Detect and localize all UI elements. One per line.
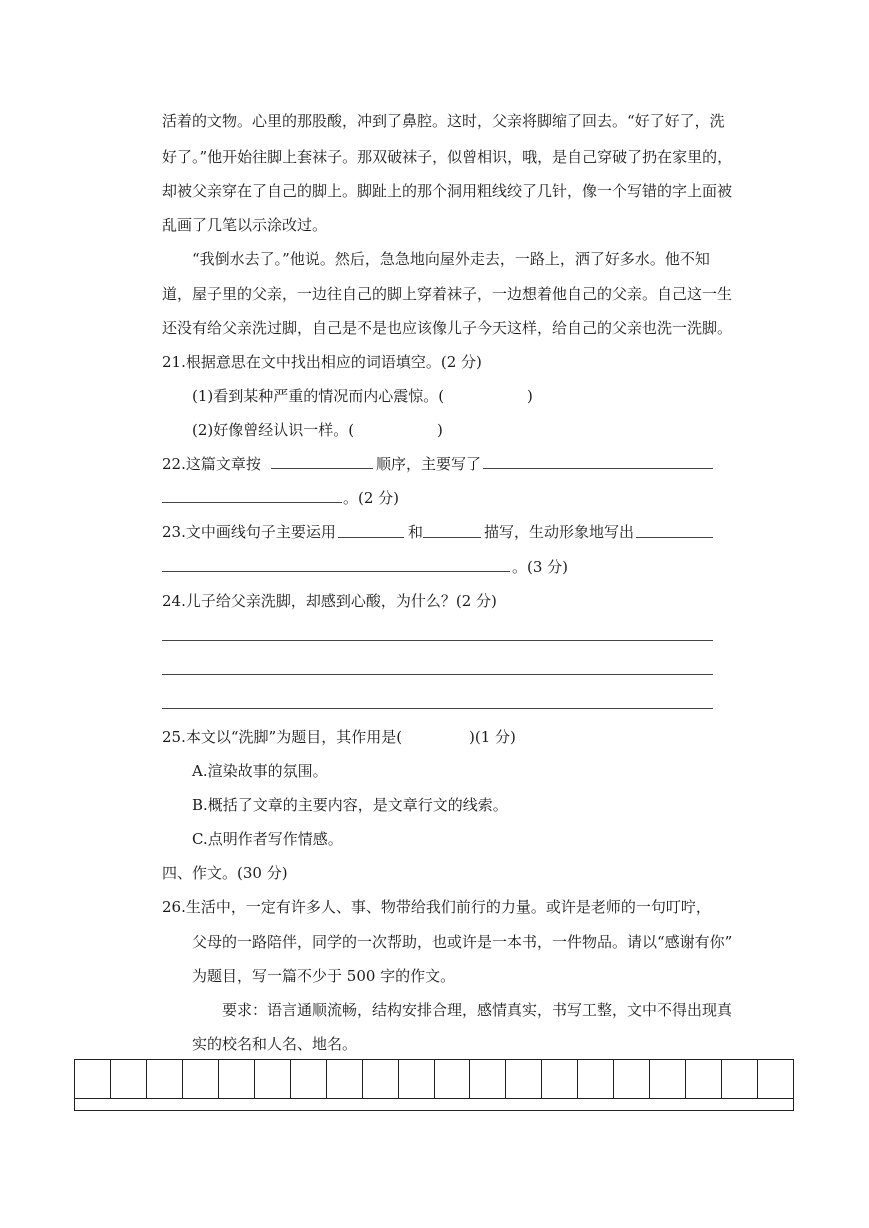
grid-cell[interactable] (758, 1060, 793, 1098)
q26-line-1: 26.生活中，一定有许多人、事、物带给我们前行的力量。或许是老师的一句叮咛， (162, 898, 711, 916)
q25-stem: 25.本文以“洗脚”为题目，其作用是( (162, 728, 403, 746)
q22-blank-2[interactable] (483, 468, 713, 469)
grid-cell[interactable] (435, 1060, 471, 1098)
grid-cell[interactable] (506, 1060, 542, 1098)
q22-part2: 顺序，主要写了 (376, 455, 482, 473)
q23-blank-3[interactable] (636, 537, 713, 538)
grid-cell[interactable] (75, 1060, 111, 1098)
q25-option-b: B.概括了文章的主要内容，是文章行文的线索。 (192, 796, 508, 814)
grid-cell[interactable] (363, 1060, 399, 1098)
q21-item1: (1)看到某种严重的情况而内心震惊。( (192, 387, 445, 405)
grid-cell[interactable] (399, 1060, 435, 1098)
q24-answer-line-3[interactable] (162, 708, 713, 709)
grid-cell[interactable] (650, 1060, 686, 1098)
q23-blank-1[interactable] (338, 537, 404, 538)
grid-cell[interactable] (111, 1060, 147, 1098)
q25-stem-close: )(1 分) (469, 728, 516, 746)
q25-option-a: A.渲染故事的氛围。 (192, 762, 328, 780)
composition-grid-row (75, 1060, 793, 1099)
grid-cell[interactable] (578, 1060, 614, 1098)
grid-cell[interactable] (542, 1060, 578, 1098)
q21-item2: (2)好像曾经认识一样。( (192, 421, 355, 439)
grid-cell[interactable] (722, 1060, 758, 1098)
q23-part2: 和 (408, 523, 424, 541)
grid-cell[interactable] (470, 1060, 506, 1098)
grid-cell[interactable] (686, 1060, 722, 1098)
q25-option-c: C.点明作者写作情感。 (192, 830, 343, 848)
q26-requirement-line-1: 要求：语言通顺流畅，结构安排合理，感情真实，书写工整，文中不得出现真 (222, 1001, 733, 1019)
passage-line-5: “我倒水去了。”他说。然后，急急地向屋外走去，一路上，洒了好多水。他不知 (192, 250, 710, 268)
q24-stem: 24.儿子给父亲洗脚，却感到心酸，为什么？(2 分) (162, 592, 497, 610)
grid-cell[interactable] (255, 1060, 291, 1098)
q22-blank-3[interactable] (162, 502, 342, 503)
passage-line-2: 好了。”他开始往脚上套袜子。那双破袜子，似曾相识，哦，是自己穿破了扔在家里的， (162, 148, 733, 166)
passage-line-3: 却被父亲穿在了自己的脚上。脚趾上的那个洞用粗线绞了几针，像一个写错的字上面被 (162, 182, 733, 200)
grid-cell[interactable] (219, 1060, 255, 1098)
q22-tail: 。(2 分) (343, 489, 400, 507)
q23-tail: 。(3 分) (512, 558, 569, 576)
grid-cell[interactable] (183, 1060, 219, 1098)
q23-part3: 描写，生动形象地写出 (484, 523, 635, 541)
section-heading: 四、作文。(30 分) (162, 864, 288, 882)
q26-line-3: 为题目，写一篇不少于 500 字的作文。 (192, 967, 456, 985)
q22-part1: 22.这篇文章按 (162, 455, 261, 473)
composition-grid[interactable] (74, 1059, 794, 1111)
q23-part1: 23.文中画线句子主要运用 (162, 523, 336, 541)
q23-blank-4[interactable] (162, 571, 510, 572)
passage-line-6: 道，屋子里的父亲，一边往自己的脚上穿着袜子，一边想着他自己的父亲。自己这一生 (162, 285, 733, 303)
passage-line-7: 还没有给父亲洗过脚，自己是不是也应该像儿子今天这样，给自己的父亲也洗一洗脚。 (162, 319, 733, 337)
q26-line-2: 父母的一路陪伴，同学的一次帮助，也或许是一本书，一件物品。请以“感谢有你” (192, 933, 733, 951)
q24-answer-line-1[interactable] (162, 640, 713, 641)
q24-answer-line-2[interactable] (162, 674, 713, 675)
q23-blank-2[interactable] (423, 537, 481, 538)
grid-cell[interactable] (614, 1060, 650, 1098)
q21-stem: 21.根据意思在文中找出相应的词语填空。(2 分) (162, 353, 482, 371)
q22-blank-1[interactable] (271, 468, 373, 469)
grid-cell[interactable] (147, 1060, 183, 1098)
grid-cell[interactable] (327, 1060, 363, 1098)
passage-line-4: 乱画了几笔以示涂改过。 (162, 216, 328, 234)
q21-item2-close: ) (437, 421, 443, 439)
q21-item1-close: ) (527, 387, 533, 405)
q26-requirement-line-2: 实的校名和人名、地名。 (192, 1035, 358, 1053)
grid-cell[interactable] (291, 1060, 327, 1098)
passage-line-1: 活着的文物。心里的那股酸，冲到了鼻腔。这时，父亲将脚缩了回去。“好了好了，洗 (162, 112, 725, 130)
